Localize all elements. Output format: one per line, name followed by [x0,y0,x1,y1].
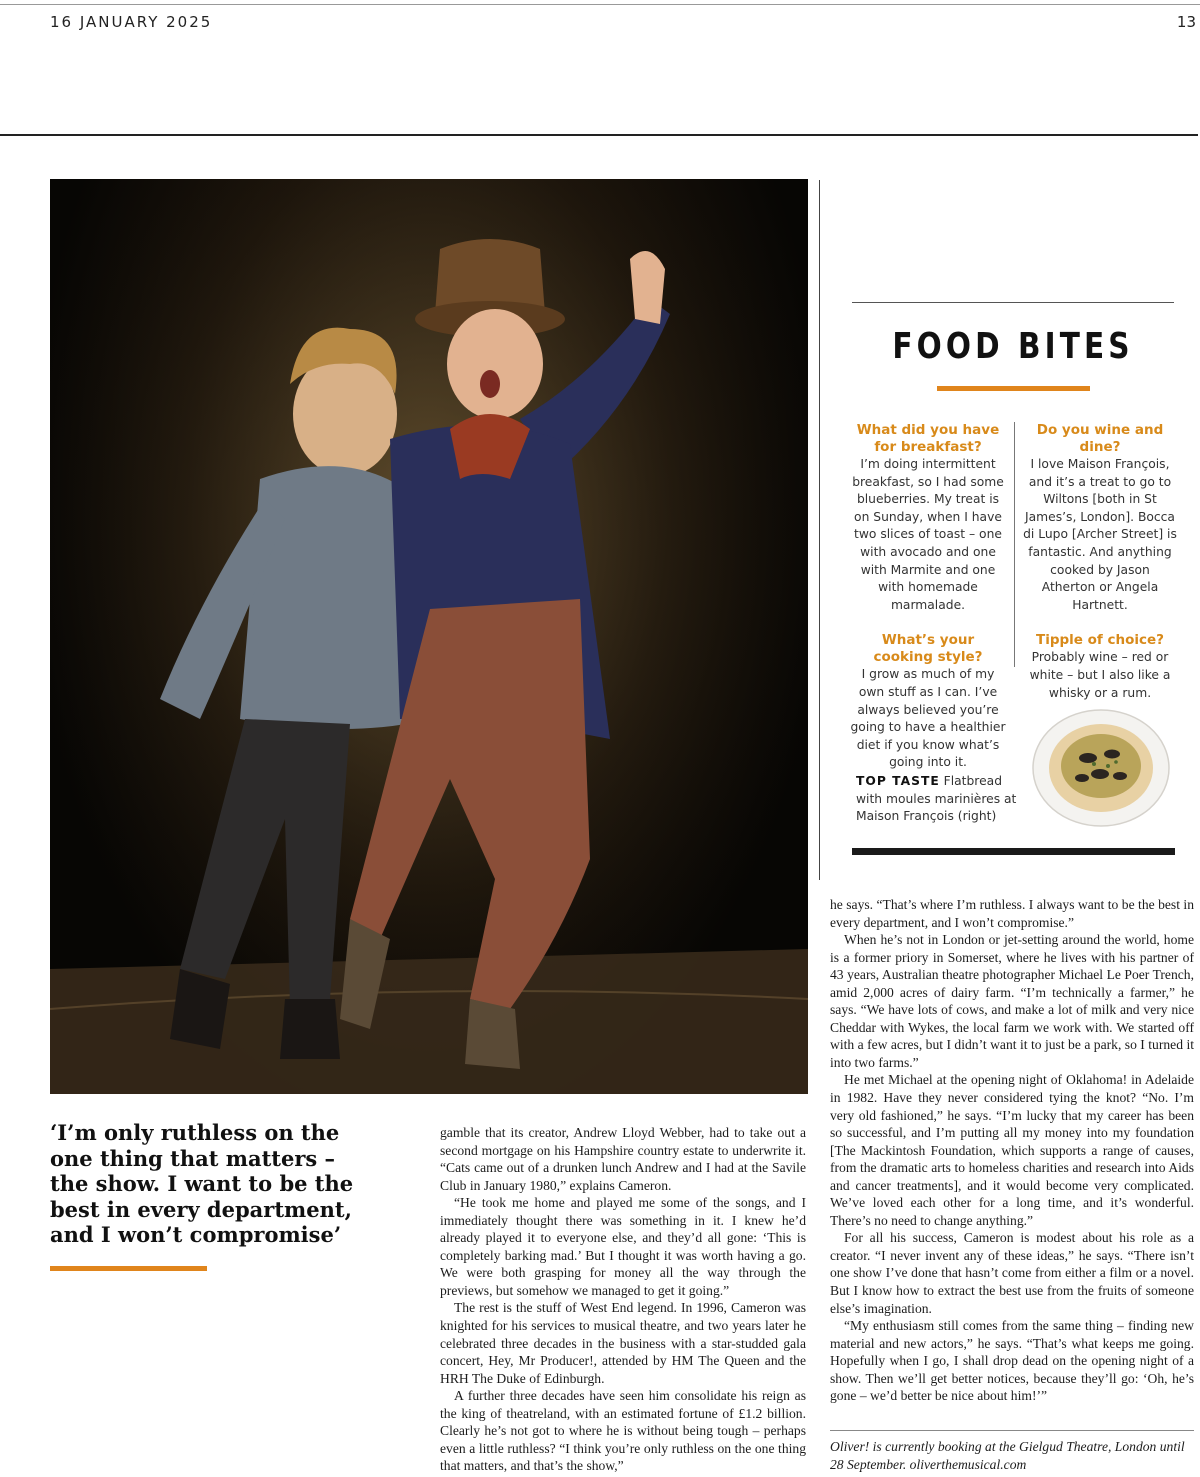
top-taste [856,773,1026,826]
paragraph: gamble that its creator, Andrew Lloyd Webber, had to take out a second mortgage on his Hampshire country estate to underwrite it. “Cats came out of a drunken lunch Andrew and I had at the Savile Club in January 1980,” explains Cameron. [440,1125,806,1193]
pull-quote-rule [50,1266,207,1271]
pull-quote: ‘I’m only ruthless on the one thing that matters – the show. I want to be the best in every department, and I won’t compromise’ [50,1120,354,1247]
food-bites-col-left [850,422,1006,772]
question-wine-dine: Do you wine and dine? [1036,422,1164,455]
paragraph: he says. “That’s where I’m ruthless. I always want to be the best in every department, and I won’t compromise.” [830,897,1194,930]
column-divider [819,180,820,880]
answer-breakfast: I’m doing intermittent breakfast, so I had some blueberries. My treat is on Sunday, when I have two slices of toast – one with avocado and one with Marmite and one with homemade marmalade. [852,457,1004,612]
booking-note: Oliver! is currently booking at the Gielgud Theatre, London until 28 September. oliverthemusical.com [830,1439,1185,1472]
article-column-2 [830,896,1194,1405]
issue-date: 16 JANUARY 2025 [50,13,213,31]
top-taste-text: Flatbread with moules marinières at Maison François (right) [856,774,1017,824]
top-taste-label: TOP TASTE [856,774,940,788]
answer-tipple: Probably wine – red or white – but I also like a whisky or a rum. [1029,650,1171,700]
food-bites-top-rule [852,302,1174,303]
question-cooking-style: What’s your cooking style? [873,632,983,666]
question-breakfast: What did you have for breakfast? [856,422,1000,455]
paragraph: A further three decades have seen him consolidate his reign as the king of theatreland, with an estimated fortune of £1.2 billion. Clearly he’s not got to where he is without being tough – perhaps even a little ruthless? “I think you’re only ruthless on the one thing that matters, and that’s the show,” [440,1388,806,1474]
food-bites-divider [1014,422,1015,667]
stage-photo-illustration [50,179,808,1094]
answer-wine-dine: I love Maison François, and it’s a treat to go to Wiltons [both in St James’s, London]. Bocca di Lupo [Archer Street] is fantastic. And anything cooked by Jason Atherton or Angela Hartnett. [1023,457,1177,612]
flatbread-plate-image [1030,702,1172,830]
paragraph: When he’s not in London or jet-setting around the world, home is a former priory in Somerset, where he lives with his partner of 43 years, Australian theatre photographer Michael Le Poer Trench, amid 2,000 acres of dairy farm. “I’m technically a farmer,” he says. “We have lots of cows, and make a lot of milk and very nice Cheddar with Wykes, the local farm we work with. We started off with a few acres, but I didn’t want it to just be a park, so I turned it into two farms.” [830,932,1194,1070]
paragraph: “My enthusiasm still comes from the same thing – finding new material and new actors,” he says. “That’s what keeps me going. Hopefully when I go, I shall drop dead on the opening night of a show. Then we’ll get better notices, because they’ll go: ‘Oh, he’s gone – we’d better be nice about him!’” [830,1318,1194,1404]
paragraph: For all his success, Cameron is modest about his role as a creator. “I never invent any of these ideas,” he says. “There isn’t one show I’ve done that hasn’t come from either a film or a novel. But I know how to extract the best use from the fruits of someone else’s imagination. [830,1230,1194,1316]
answer-cooking-style: I grow as much of my own stuff as I can. I’ve always believed you’re going to have a healthier diet if you know what’s going into it. [850,667,1006,770]
stage-photo [50,179,808,1094]
food-bites-col-right [1022,422,1178,702]
question-tipple: Tipple of choice? [1036,632,1164,649]
header-divider [0,134,1198,136]
page-number: 13 [1176,13,1196,31]
paragraph: The rest is the stuff of West End legend. In 1996, Cameron was knighted for his services to musical theatre, and two years later he celebrated three decades in the business with a star-studded gala concert, Hey, Mr Producer!, attended by HM The Queen and the HRH The Duke of Edinburgh. [440,1300,806,1386]
closing-rule [830,1430,1194,1431]
paragraph: He met Michael at the opening night of Oklahoma! in Adelaide in 1982. Have they never considered tying the knot? “No. I’m very old fashioned,” he says. “I’m lucky that my career has been so successful, and I’m putting all my money into my foundation [The Mackintosh Foundation, which supports a range of causes, from the dramatic arts to homeless charities and research into Aids and cancer treatments], and it would become very complicated. We’ve loved each other for a long time, and it’s wonderful. There’s no need to change anything.” [830,1072,1194,1228]
paragraph: “He took me home and played me some of the songs, and I immediately thought there was something in it. I knew he’d already played it to everyone else, and they’d all gone: ‘This is completely barking mad.’ But I thought it was worth having a go. We were both grasping for money all the way through the previews, but somehow we managed to get it going.” [440,1195,806,1298]
food-bites-bottom-rule [852,848,1175,855]
food-bites-accent [937,386,1090,391]
food-bites-title: FOOD BITES [892,326,1134,367]
article-column-1 [440,1124,806,1475]
top-rule [0,4,1200,5]
